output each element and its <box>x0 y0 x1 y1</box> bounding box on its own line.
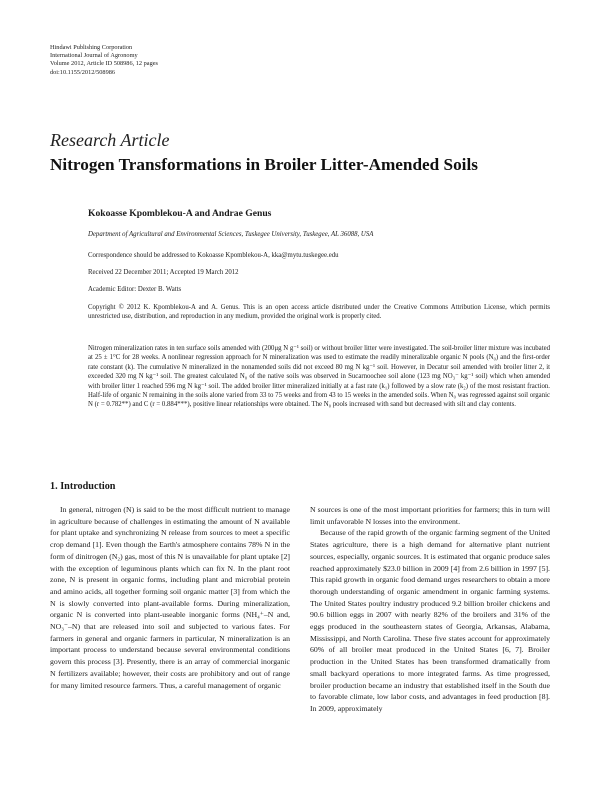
journal-line: International Journal of Agronomy <box>50 52 138 60</box>
affiliation: Department of Agricultural and Environmental Sciences, Tuskegee University, Tuskegee, AL 36088, USA <box>88 231 374 238</box>
intro-right-column <box>310 504 550 715</box>
intro-paragraph: Because of the rapid growth of the organic farming segment of the United States agriculture, there is a high demand for alternative plant nutrient sources, especially, organic sources. It is estimated that organic produce sales reached approximately $23.0 billion in 2009 [4] from 2.6 billion in 1997 [5]. This rapid growth in organic food demand urges researchers to obtain a more thorough understanding of organic amendment in organic farming systems. The United States poultry industry produced 9.2 billion broiler chickens and 90.6 billion eggs in 2007 with nearly 82% of the broilers and 31% of the eggs produced in the southeastern states of Georgia, Arkansas, Alabama, Mississippi, and North Carolina. These five states account for approximately 60% of all broiler meat produced in the United States [6, 7]. Broiler production in the United States has been transformed dramatically from small backyard operations to more integrated farms. As time progressed, broiler production became an industry that established itself in the South due to favorable climate, low labor costs, and advantages in feed production [8]. In 2009, approximately <box>310 528 550 713</box>
intro-paragraph: N sources is one of the most important priorities for farmers; this in turn will limit unfavorable N losses into the environment. <box>310 505 550 526</box>
academic-editor: Academic Editor: Dexter B. Watts <box>88 286 182 293</box>
abstract: Nitrogen mineralization rates in ten surface soils amended with (200μg N g⁻¹ soil) or without broiler litter were investigated. The soil-broiler litter mixture was incubated at 25 ± 1°C for 28 weeks. A nonlinear regression approach for N mineralization was used to estimate the readily mineralizable organic N pools (N₀) and the first-order rate constant (k). The cumulative N mineralized in the nonamended soils did not exceed 80 mg N kg⁻¹ soil. However, in Decatur soil amended with broiler litter 2, it exceeded 320 mg N kg⁻¹ soil. The greatest calculated N₀ of the native soils was observed in Sucarnoochee soil alone (123 mg NO₃⁻ kg⁻¹ soil) which when amended with broiler litter 1 reached 596 mg N kg⁻¹ soil. The added broiler litter mineralized initially at a fast rate (k₁) followed by a slow rate (k₂) of the most resistant fraction. Half-life of organic N remaining in the soils alone varied from 33 to 75 weeks and from 43 to 15 weeks in the amended soils. When N₀ was regressed against soil organic N (r = 0.782**) and C (r = 0.884***), positive linear relationships were obtained. The N₀ pools increased with sand but decreased with silt and clay contents. <box>88 345 550 409</box>
intro-left-column: In general, nitrogen (N) is said to be the most difficult nutrient to manage in agriculture because of challenges in estimating the amount of N available for plant uptake and synchronizing N release from sources to meet a specific crop demand [1]. Even though the Earth's atmosphere contains 78% N in the form of dinitrogen (N₂) gas, most of this N is unavailable for plant uptake [2] with the exception of leguminous plants which can fix N. In the plant root zone, N is present in organic forms, including plant and microbial protein and amino acids, all together forming soil organic matter [3] from which the N is slowly converted into plant-available forms. During mineralization, organic N is converted into plant-useable inorganic forms (NH₄⁺–N and, NO₃⁻–N) that are released into soil and subjected to various fates. For farmers in general and organic farmers in particular, N mineralization is an important process to understand because several environmental conditions govern this process [3]. Presently, there is an array of commercial inorganic N fertilizers available; however, their costs are prohibitory and out of range for many limited resource farmers. Thus, a careful management of organic <box>50 505 290 690</box>
paper-title: Nitrogen Transformations in Broiler Litter-Amended Soils <box>50 155 478 174</box>
received-accepted-dates: Received 22 December 2011; Accepted 19 March 2012 <box>88 269 239 276</box>
publisher-line: Hindawi Publishing Corporation <box>50 44 133 51</box>
author-list: Kokoasse Kpomblekou-A and Andrae Genus <box>88 208 272 219</box>
copyright-notice: Copyright © 2012 K. Kpomblekou-A and A. Genus. This is an open access article distributed under the Creative Commons Attribution License, which permits unrestricted use, distribution, and reproduction in any medium, provided the original work is properly cited. <box>88 304 550 321</box>
doi-line[interactable]: doi:10.1155/2012/508986 <box>50 68 116 76</box>
volume-line: Volume 2012, Article ID 508986, 12 pages <box>50 60 158 68</box>
journal-header <box>50 44 158 77</box>
article-type: Research Article <box>50 130 170 150</box>
section-heading: 1. Introduction <box>50 481 116 492</box>
correspondence: Correspondence should be addressed to Kokoasse Kpomblekou-A, kka@mytu.tuskegee.edu <box>88 252 339 259</box>
